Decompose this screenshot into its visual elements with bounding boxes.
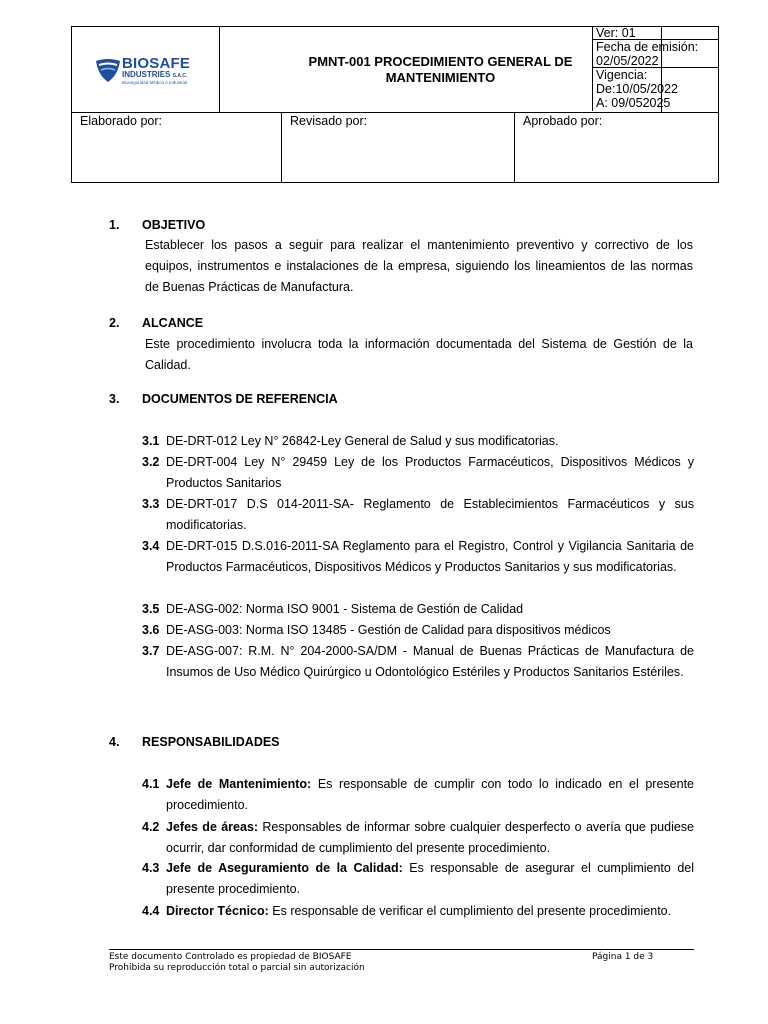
logo-sub: INDUSTRIES S.A.C. bbox=[122, 70, 188, 79]
version-field: Ver: 01 bbox=[592, 26, 719, 40]
logo-cell bbox=[72, 27, 220, 112]
reference-item: 3.5 DE-ASG-002: Norma ISO 9001 - Sistema de Gestión de Calidad bbox=[142, 602, 524, 616]
footer-prohibition: Prohibida su reproducción total o parcial sin autorización bbox=[109, 963, 365, 973]
reference-item: 3.4 DE-DRT-015 D.S.016-2011-SA Reglamento para el Registro, Control y Vigilancia Sanitaria de Productos Farmacéuticos, Dispositivos Médicos y Productos Sanitarios y sus modificatorias. bbox=[142, 539, 694, 574]
section-title-alcance: ALCANCE bbox=[142, 316, 204, 330]
footer-page-number: Página 1 de 3 bbox=[592, 952, 654, 962]
vigencia-field: Vigencia: De:10/05/2022 A: 09/052025 bbox=[592, 68, 719, 111]
section-number: 2. bbox=[109, 316, 120, 330]
section-title-responsabilidades: RESPONSABILIDADES bbox=[142, 735, 280, 749]
section-number: 1. bbox=[109, 218, 120, 232]
revisado-por-cell: Revisado por: bbox=[282, 112, 515, 182]
elaborado-por-cell: Elaborado por: bbox=[72, 112, 282, 182]
responsibility-item: 4.2 Jefes de áreas: Responsables de informar sobre cualquier desperfecto o avería que pudiese ocurrir, dar conformidad de cumplimiento del presente procedimiento. bbox=[142, 820, 694, 855]
paragraph-line: de Buenas Prácticas de Manufactura. bbox=[145, 280, 354, 294]
reference-item: 3.1 DE-DRT-012 Ley N° 26842-Ley General de Salud y sus modificatorias. bbox=[142, 434, 559, 448]
section-number: 3. bbox=[109, 392, 120, 406]
alcance-paragraph bbox=[145, 334, 693, 376]
document-meta bbox=[592, 26, 719, 112]
reference-item: 3.2 DE-DRT-004 Ley N° 29459 Ley de los Productos Farmacéuticos, Dispositivos Médicos y Productos Sanitarios bbox=[142, 455, 694, 490]
paragraph-line: equipos, instrumentos e instalaciones de la empresa, siguiendo los lineamientos de las normas bbox=[145, 259, 693, 273]
logo-tagline: Bioseguridad Médica e Industrial bbox=[122, 80, 188, 85]
section-number: 4. bbox=[109, 735, 120, 749]
responsibility-item: 4.1 Jefe de Mantenimiento: Es responsable de cumplir con todo lo indicado en el presente procedimiento. bbox=[142, 777, 694, 812]
responsibility-item: 4.4 Director Técnico: Es responsable de verificar el cumplimiento del presente procedimiento. bbox=[142, 904, 672, 918]
reference-item: 3.7 DE-ASG-007: R.M. N° 204-2000-SA/DM - Manual de Buenas Prácticas de Manufactura de Insumos de Uso Médico Quirúrgico u Odontológico Estériles y Productos Sanitarios Estériles. bbox=[142, 644, 694, 679]
biosafe-shield-icon bbox=[94, 57, 122, 83]
biosafe-logo bbox=[94, 51, 204, 91]
paragraph-line: Este procedimiento involucra toda la información documentada del Sistema de Gestión de la bbox=[145, 337, 693, 351]
reference-item: 3.3 DE-DRT-017 D.S 014-2011-SA- Reglamento de Establecimientos Farmacéuticos y sus modificatorias. bbox=[142, 497, 694, 532]
footer-divider bbox=[109, 949, 694, 950]
document-title: PMNT-001 PROCEDIMIENTO GENERAL DE MANTENIMIENTO bbox=[308, 53, 573, 85]
reference-item: 3.6 DE-ASG-003: Norma ISO 13485 - Gestión de Calidad para dispositivos médicos bbox=[142, 623, 611, 637]
paragraph-line: Calidad. bbox=[145, 358, 191, 372]
signature-row bbox=[72, 112, 718, 182]
section-title-documentos: DOCUMENTOS DE REFERENCIA bbox=[142, 392, 338, 406]
objetivo-paragraph bbox=[145, 235, 693, 298]
section-title-objetivo: OBJETIVO bbox=[142, 218, 206, 232]
paragraph-line: Establecer los pasos a seguir para realizar el mantenimiento preventivo y correctivo de los bbox=[145, 238, 693, 252]
aprobado-por-cell: Aprobado por: bbox=[523, 114, 603, 128]
logo-brand: BIOSAFE bbox=[122, 55, 191, 72]
footer-ownership: Este documento Controlado es propiedad de BIOSAFE bbox=[109, 952, 352, 962]
responsibility-item: 4.3 Jefe de Aseguramiento de la Calidad: Es responsable de asegurar el cumplimiento del presente procedimiento. bbox=[142, 861, 694, 896]
emission-field: Fecha de emisión: 02/05/2022 bbox=[592, 40, 719, 68]
